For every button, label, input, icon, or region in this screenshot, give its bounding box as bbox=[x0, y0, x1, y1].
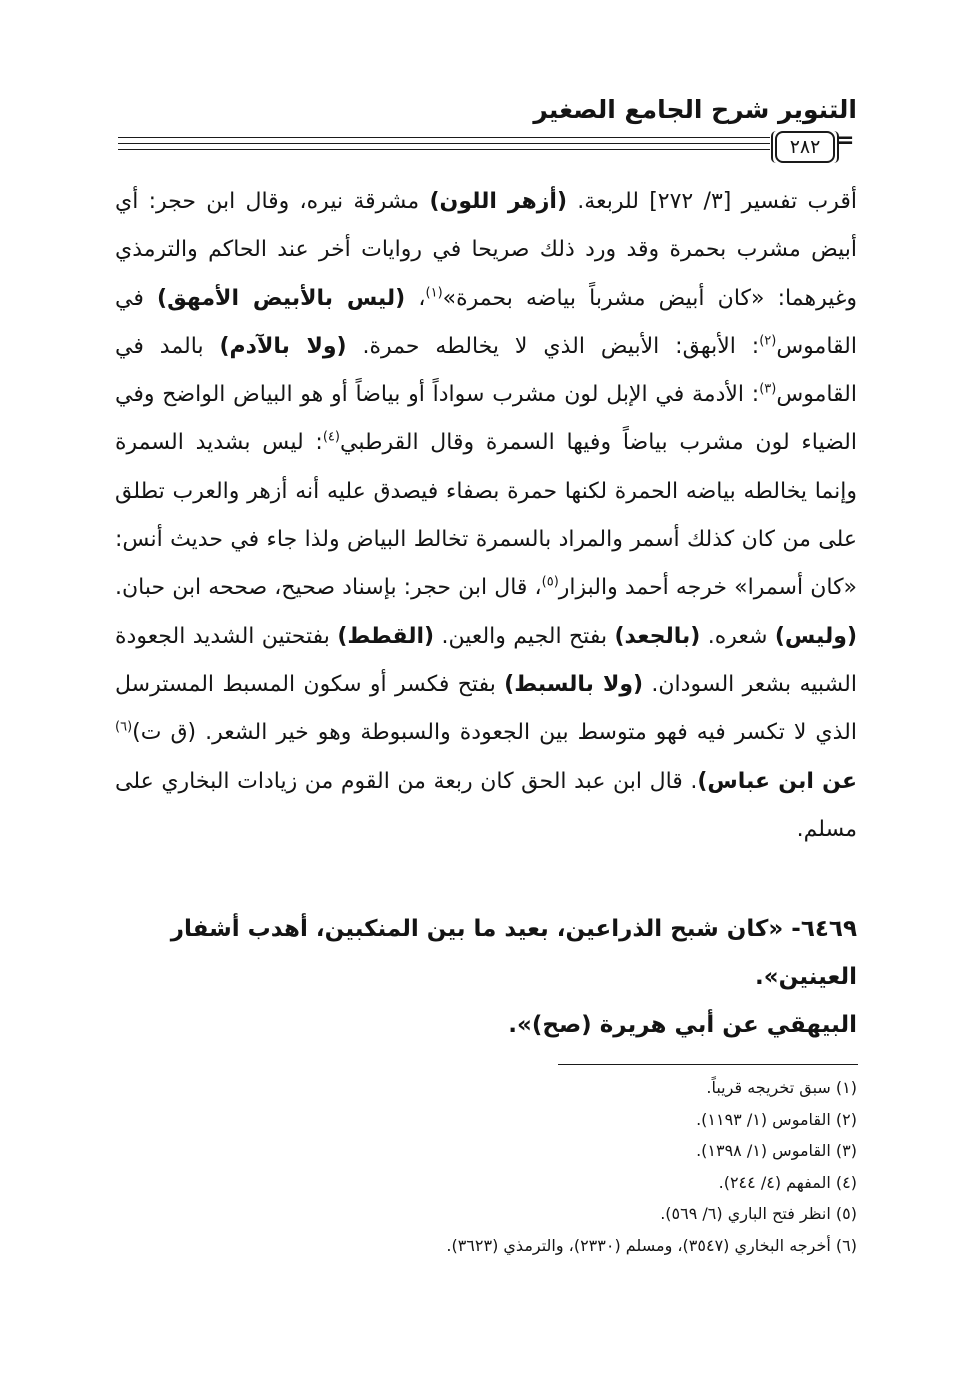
header-rule bbox=[118, 137, 770, 138]
footnote: (٦) أخرجه البخاري (٣٥٤٧)، ومسلم (٢٣٣٠)، والترمذي (٣٦٢٣). bbox=[446, 1235, 857, 1255]
hadith-entry bbox=[115, 905, 857, 1049]
footnote-ref[interactable]: (٤) bbox=[322, 430, 340, 446]
bold-term: عن ابن عباس) bbox=[697, 768, 857, 794]
bold-term: (بالجعد) bbox=[614, 623, 701, 649]
ornament-mark: = bbox=[836, 128, 855, 153]
footnote-ref[interactable]: (١) bbox=[425, 285, 443, 301]
bold-term: (ولا بالآدم) bbox=[219, 333, 347, 359]
text-run: أقرب تفسير [٣/ ٢٧٢] للربعة. bbox=[567, 189, 858, 214]
footnote-ref[interactable]: (٢) bbox=[759, 333, 777, 349]
bold-term: (أزهر اللون) bbox=[429, 189, 568, 214]
page-number bbox=[775, 131, 835, 163]
running-title: التنوير شرح الجامع الصغير bbox=[533, 95, 857, 124]
footnote: (٣) القاموس (١/ ١٣٩٨). bbox=[696, 1141, 857, 1160]
footnotes bbox=[257, 1072, 857, 1261]
text-run: مشرقة نيره، وقال ابن حجر: أي أبيض مشرب بحمرة وقد ورد ذلك صريحا في روايات أخر عند الحاكم والترمذي وغيرهما: «كان أبيض مشرباً بياضه بحمرة» bbox=[115, 189, 857, 311]
text-run: ، قال ابن حجر: بإسناد صحيح، صححه ابن حبان. bbox=[115, 575, 542, 601]
footnote-ref[interactable]: (٥) bbox=[541, 575, 559, 591]
footnote: (١) سبق تخريجه قريباً. bbox=[706, 1078, 857, 1097]
footnote-ref[interactable]: (٦) bbox=[115, 719, 133, 735]
bold-term: (ولا بالسبط) bbox=[504, 671, 644, 697]
text-run: بفتح الجيم والعين. bbox=[434, 623, 615, 649]
footnote: (٢) القاموس (١/ ١١٩٣). bbox=[696, 1109, 857, 1129]
footnote-ref[interactable]: (٣) bbox=[759, 381, 777, 397]
text-run: ، bbox=[405, 285, 426, 311]
header-rule bbox=[118, 143, 770, 144]
bold-term: (وليس) bbox=[774, 623, 857, 649]
text-run: : الأدمة في الإبل لون مشرب سواداً أو بياضاً أو هو البياض الواضح وفي الضياء لون مشرب بياضاً وفيها السمرة وقال القرطبي bbox=[115, 382, 857, 456]
footnote: (٤) المفهم (٤/ ٢٤٤). bbox=[718, 1172, 857, 1192]
text-run: في القاموس bbox=[115, 285, 857, 359]
text-run: : الأبهق: الأبيض الذي لا يخالطه حمرة. bbox=[346, 333, 760, 359]
header-rule bbox=[118, 149, 770, 150]
text-run: بفتحتين الشديد الجعودة الشبيه بشعر السودان. bbox=[115, 623, 857, 697]
hadith-source: البيهقي عن أبي هريرة (صح)». bbox=[508, 1012, 857, 1038]
text-run: : ليس بشديد السمرة وإنما يخالطه بياضه الحمرة لكنها حمرة بصفاء فيصدق عليه أنه أزهر والعرب تطلق على من كان كذلك أسمر والمراد بالسمرة تخالط البياض ولذا جاء في حديث أنس: «كان أسمرا» خرجه أحمد والبزار bbox=[115, 430, 857, 601]
page-number-text: ٢٨٢ bbox=[789, 136, 821, 158]
footnote-separator bbox=[558, 1064, 858, 1065]
bold-term: (القطط) bbox=[337, 623, 435, 649]
hadith-text: ٦٤٦٩- «كان شبح الذراعين، بعيد ما بين المنكبين، أهدب أشفار العينين». bbox=[170, 916, 857, 990]
bold-term: (ليس بالأبيض الأمهق) bbox=[157, 285, 406, 311]
text-run: بفتح فكسر أو سكون المسبط المسترسل الذي لا تكسر فيه فهو متوسط بين الجعودة والسبوطة وهو خير الشعر. (ق ت) bbox=[115, 671, 857, 746]
commentary-paragraph bbox=[115, 178, 857, 854]
text-run: شعره. bbox=[700, 623, 775, 649]
text-run: بالمد في القاموس bbox=[115, 333, 857, 408]
text-run: . قال ابن عبد الحق كان ربعة من القوم من زيادات البخاري على مسلم. bbox=[115, 768, 857, 842]
footnote: (٥) انظر فتح الباري (٦/ ٥٦٩). bbox=[660, 1204, 857, 1223]
